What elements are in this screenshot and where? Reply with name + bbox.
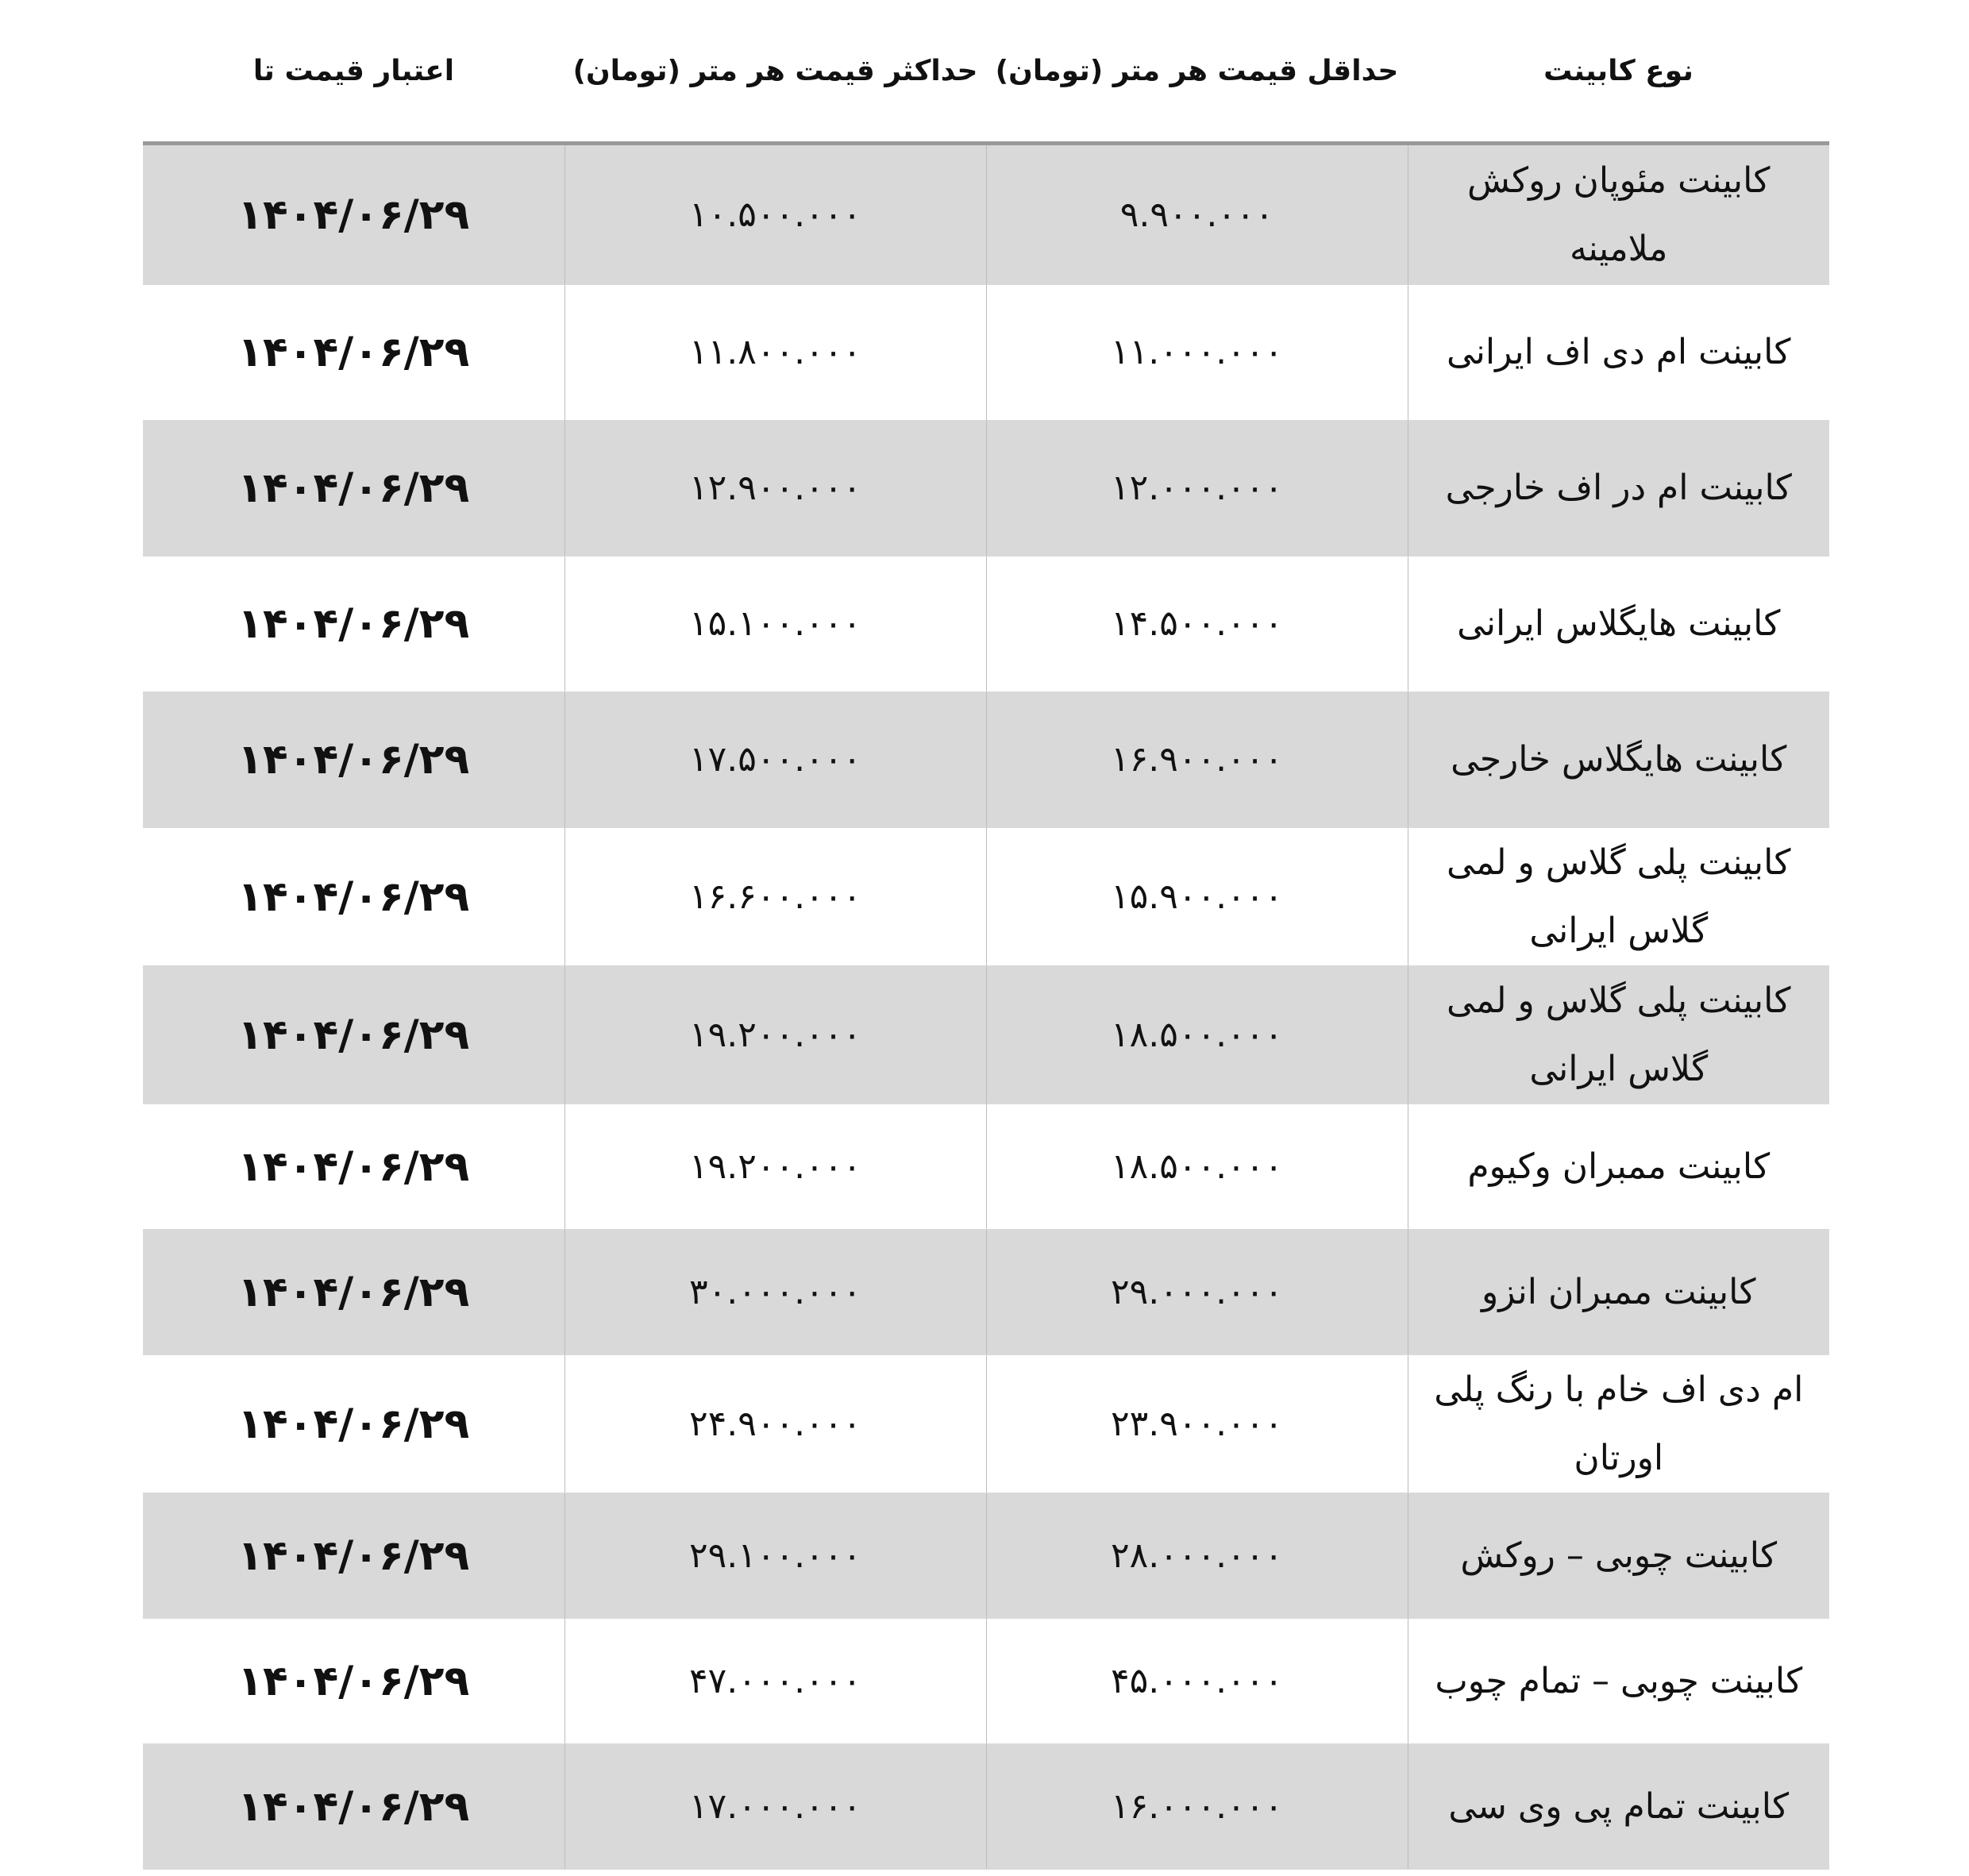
table-body [143, 144, 1829, 1870]
table-row [143, 1230, 1829, 1355]
cell-min-price: ۲۹.۰۰۰.۰۰۰ [986, 1230, 1408, 1355]
table-row [143, 557, 1829, 692]
table-row [143, 966, 1829, 1104]
header-max-price: حداکثر قیمت هر متر (تومان) [564, 0, 986, 144]
cell-max-price: ۱۹.۲۰۰.۰۰۰ [564, 966, 986, 1104]
cell-min-price: ۱۴.۵۰۰.۰۰۰ [986, 557, 1408, 692]
cell-min-price: ۲۸.۰۰۰.۰۰۰ [986, 1493, 1408, 1619]
cell-min-price: ۲۳.۹۰۰.۰۰۰ [986, 1355, 1408, 1493]
cell-max-price: ۴۷.۰۰۰.۰۰۰ [564, 1619, 986, 1744]
table-row [143, 1493, 1829, 1619]
cell-min-price: ۱۸.۵۰۰.۰۰۰ [986, 1104, 1408, 1230]
cabinet-price-table [143, 0, 1829, 1870]
cell-valid-until: ۱۴۰۴/۰۶/۲۹ [143, 966, 564, 1104]
cell-valid-until: ۱۴۰۴/۰۶/۲۹ [143, 1355, 564, 1493]
cell-min-price: ۴۵.۰۰۰.۰۰۰ [986, 1619, 1408, 1744]
table-row [143, 285, 1829, 421]
cell-cabinet-type: ام دی اف خام با رنگ پلی اورتان [1408, 1355, 1829, 1493]
cell-min-price: ۱۲.۰۰۰.۰۰۰ [986, 421, 1408, 557]
cell-cabinet-type: کابینت ممبران انزو [1408, 1230, 1829, 1355]
cell-valid-until: ۱۴۰۴/۰۶/۲۹ [143, 1104, 564, 1230]
cell-min-price: ۱۵.۹۰۰.۰۰۰ [986, 828, 1408, 966]
cell-cabinet-type: کابینت ام دی اف ایرانی [1408, 285, 1829, 421]
cell-valid-until: ۱۴۰۴/۰۶/۲۹ [143, 1744, 564, 1870]
cell-valid-until: ۱۴۰۴/۰۶/۲۹ [143, 1619, 564, 1744]
table-row [143, 421, 1829, 557]
cell-cabinet-type: کابینت پلی گلاس و لمی گلاس ایرانی [1408, 966, 1829, 1104]
cell-min-price: ۱۸.۵۰۰.۰۰۰ [986, 966, 1408, 1104]
cell-cabinet-type: کابینت پلی گلاس و لمی گلاس ایرانی [1408, 828, 1829, 966]
cell-cabinet-type: کابینت چوبی – تمام چوب [1408, 1619, 1829, 1744]
cell-min-price: ۹.۹۰۰.۰۰۰ [986, 144, 1408, 285]
table-row [143, 692, 1829, 828]
cell-max-price: ۱۷.۰۰۰.۰۰۰ [564, 1744, 986, 1870]
header-cabinet-type: نوع کابینت [1408, 0, 1829, 144]
cell-max-price: ۳۰.۰۰۰.۰۰۰ [564, 1230, 986, 1355]
cell-max-price: ۱۹.۲۰۰.۰۰۰ [564, 1104, 986, 1230]
cell-valid-until: ۱۴۰۴/۰۶/۲۹ [143, 828, 564, 966]
table-row [143, 1619, 1829, 1744]
cell-cabinet-type: کابینت ممبران وکیوم [1408, 1104, 1829, 1230]
cell-max-price: ۲۴.۹۰۰.۰۰۰ [564, 1355, 986, 1493]
table-row [143, 1104, 1829, 1230]
cell-valid-until: ۱۴۰۴/۰۶/۲۹ [143, 144, 564, 285]
cell-max-price: ۱۱.۸۰۰.۰۰۰ [564, 285, 986, 421]
cell-valid-until: ۱۴۰۴/۰۶/۲۹ [143, 1493, 564, 1619]
header-min-price: حداقل قیمت هر متر (تومان) [986, 0, 1408, 144]
cell-min-price: ۱۶.۰۰۰.۰۰۰ [986, 1744, 1408, 1870]
cell-max-price: ۲۹.۱۰۰.۰۰۰ [564, 1493, 986, 1619]
cell-cabinet-type: کابینت مئوپان روکش ملامینه [1408, 144, 1829, 285]
cell-cabinet-type: کابینت ام در اف خارجی [1408, 421, 1829, 557]
cell-max-price: ۱۶.۶۰۰.۰۰۰ [564, 828, 986, 966]
cell-max-price: ۱۲.۹۰۰.۰۰۰ [564, 421, 986, 557]
cell-max-price: ۱۷.۵۰۰.۰۰۰ [564, 692, 986, 828]
cell-min-price: ۱۶.۹۰۰.۰۰۰ [986, 692, 1408, 828]
cell-cabinet-type: کابینت هایگلاس ایرانی [1408, 557, 1829, 692]
header-row [143, 0, 1829, 144]
table-row [143, 1744, 1829, 1870]
cell-valid-until: ۱۴۰۴/۰۶/۲۹ [143, 285, 564, 421]
cell-max-price: ۱۵.۱۰۰.۰۰۰ [564, 557, 986, 692]
table-row [143, 828, 1829, 966]
cell-cabinet-type: کابینت هایگلاس خارجی [1408, 692, 1829, 828]
cell-min-price: ۱۱.۰۰۰.۰۰۰ [986, 285, 1408, 421]
cell-valid-until: ۱۴۰۴/۰۶/۲۹ [143, 421, 564, 557]
cell-cabinet-type: کابینت چوبی – روکش [1408, 1493, 1829, 1619]
cell-max-price: ۱۰.۵۰۰.۰۰۰ [564, 144, 986, 285]
table-row [143, 144, 1829, 285]
price-table-container [143, 0, 1829, 1870]
cell-valid-until: ۱۴۰۴/۰۶/۲۹ [143, 692, 564, 828]
cell-valid-until: ۱۴۰۴/۰۶/۲۹ [143, 557, 564, 692]
cell-valid-until: ۱۴۰۴/۰۶/۲۹ [143, 1230, 564, 1355]
cell-cabinet-type: کابینت تمام پی وی سی [1408, 1744, 1829, 1870]
table-row [143, 1355, 1829, 1493]
header-valid-until: اعتبار قیمت تا [143, 0, 564, 144]
